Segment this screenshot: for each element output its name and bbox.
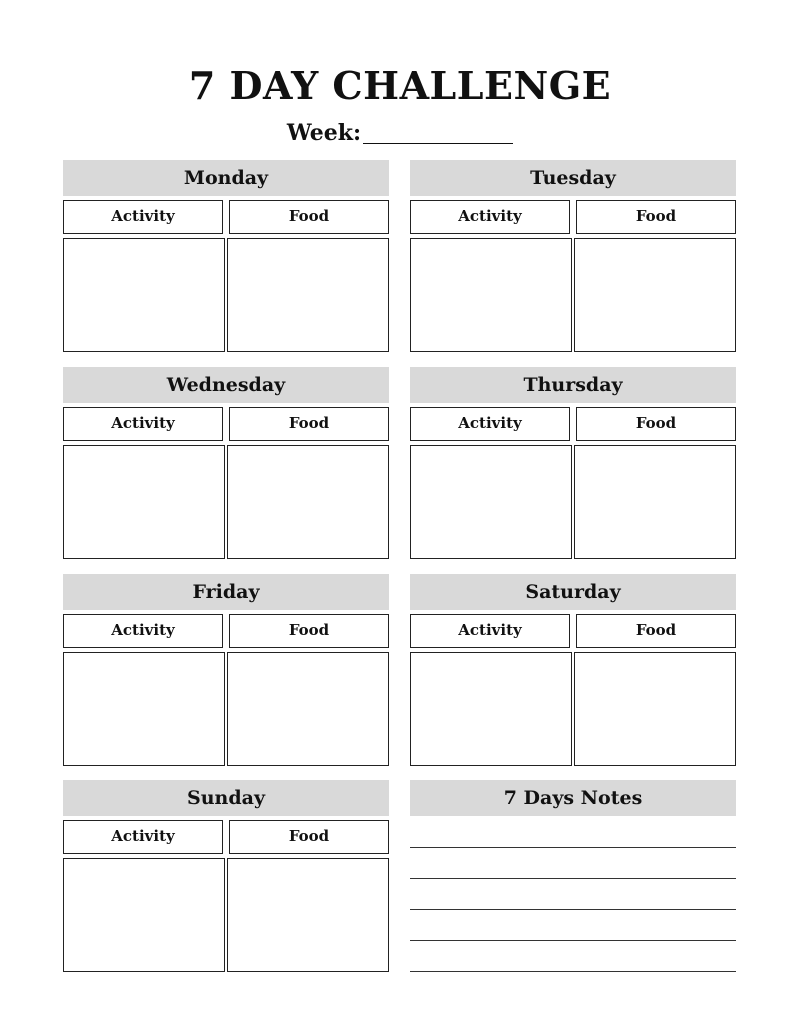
- day-subheader-row: [410, 407, 736, 441]
- notes-section: [410, 780, 736, 816]
- food-header: Food: [229, 614, 389, 648]
- day-block-friday: [63, 574, 389, 766]
- day-subheader-row: [63, 200, 389, 234]
- day-entry-row: [410, 238, 736, 352]
- day-subheader-row: [410, 200, 736, 234]
- week-label: Week:: [286, 120, 362, 146]
- activity-entry-box[interactable]: [410, 445, 572, 559]
- food-header: Food: [229, 820, 389, 854]
- day-subheader-row: [410, 614, 736, 648]
- food-entry-box[interactable]: [227, 238, 389, 352]
- day-block-wednesday: [63, 367, 389, 559]
- notes-header: 7 Days Notes: [410, 780, 736, 816]
- day-header-sunday: Sunday: [63, 780, 389, 816]
- day-entry-row: [63, 238, 389, 352]
- day-block-tuesday: [410, 160, 736, 352]
- day-header-wednesday: Wednesday: [63, 367, 389, 403]
- food-header: Food: [576, 200, 736, 234]
- activity-entry-box[interactable]: [63, 652, 225, 766]
- day-entry-row: [63, 858, 389, 972]
- day-block-sunday: [63, 780, 389, 972]
- day-entry-row: [410, 445, 736, 559]
- day-block-monday: [63, 160, 389, 352]
- food-header: Food: [576, 407, 736, 441]
- activity-entry-box[interactable]: [63, 858, 225, 972]
- food-entry-box[interactable]: [227, 445, 389, 559]
- food-header: Food: [229, 407, 389, 441]
- activity-header: Activity: [63, 820, 223, 854]
- activity-header: Activity: [410, 614, 570, 648]
- day-entry-row: [63, 652, 389, 766]
- note-line[interactable]: [410, 847, 736, 848]
- week-field: [0, 118, 800, 148]
- note-line[interactable]: [410, 909, 736, 910]
- activity-entry-box[interactable]: [63, 238, 225, 352]
- food-entry-box[interactable]: [574, 445, 736, 559]
- food-entry-box[interactable]: [227, 652, 389, 766]
- day-subheader-row: [63, 820, 389, 854]
- day-header-saturday: Saturday: [410, 574, 736, 610]
- day-header-monday: Monday: [63, 160, 389, 196]
- food-header: Food: [576, 614, 736, 648]
- activity-header: Activity: [63, 614, 223, 648]
- food-header: Food: [229, 200, 389, 234]
- day-entry-row: [63, 445, 389, 559]
- day-header-friday: Friday: [63, 574, 389, 610]
- day-block-saturday: [410, 574, 736, 766]
- activity-header: Activity: [63, 407, 223, 441]
- day-entry-row: [410, 652, 736, 766]
- food-entry-box[interactable]: [574, 652, 736, 766]
- activity-header: Activity: [63, 200, 223, 234]
- day-subheader-row: [63, 407, 389, 441]
- note-line[interactable]: [410, 940, 736, 941]
- activity-entry-box[interactable]: [410, 652, 572, 766]
- activity-header: Activity: [410, 407, 570, 441]
- food-entry-box[interactable]: [574, 238, 736, 352]
- day-header-thursday: Thursday: [410, 367, 736, 403]
- note-line[interactable]: [410, 971, 736, 972]
- activity-entry-box[interactable]: [410, 238, 572, 352]
- activity-header: Activity: [410, 200, 570, 234]
- day-block-thursday: [410, 367, 736, 559]
- day-subheader-row: [63, 614, 389, 648]
- activity-entry-box[interactable]: [63, 445, 225, 559]
- food-entry-box[interactable]: [227, 858, 389, 972]
- page-title: 7 DAY CHALLENGE: [188, 63, 612, 108]
- note-line[interactable]: [410, 878, 736, 879]
- day-header-tuesday: Tuesday: [410, 160, 736, 196]
- week-input-line[interactable]: [363, 123, 513, 144]
